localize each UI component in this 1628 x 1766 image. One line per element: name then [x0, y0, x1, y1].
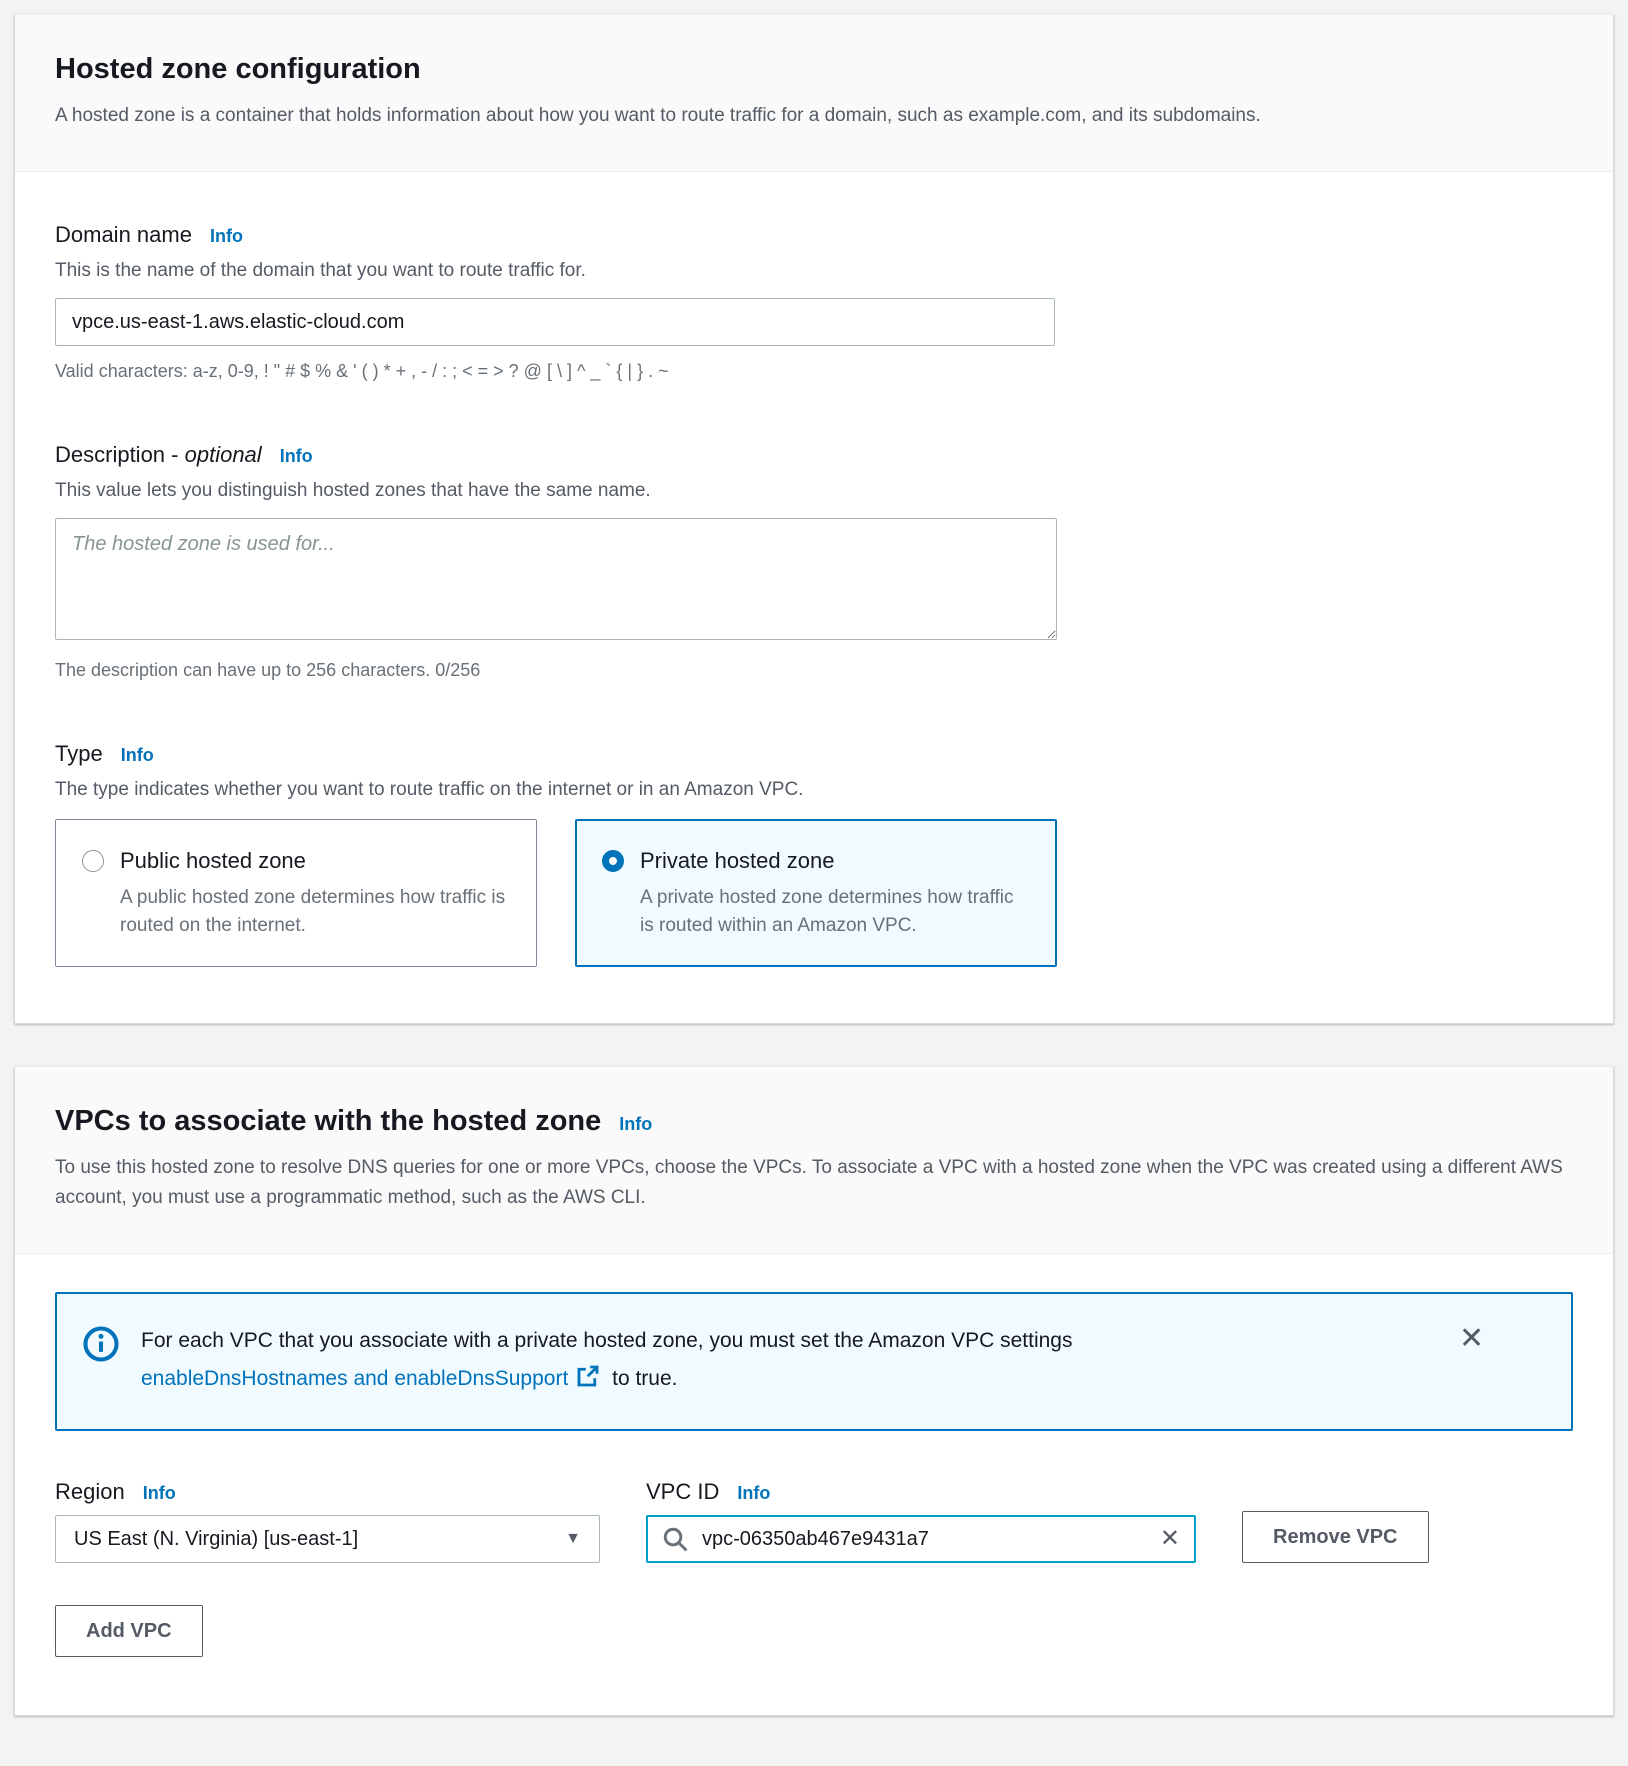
description-label: Description - optional [55, 442, 262, 467]
chevron-down-icon: ▼ [565, 1530, 581, 1547]
search-icon [662, 1526, 688, 1552]
description-optional-label: optional [184, 442, 262, 467]
vpcs-card-title: VPCs to associate with the hosted zone [55, 1105, 602, 1137]
external-link-icon [576, 1363, 600, 1401]
domain-name-constraint: Valid characters: a-z, 0-9, ! " # $ % & ' ( ) * + , - / : ; < = > ? @ [ \ ] ^ _ ` { | } . ~ [55, 361, 669, 381]
hosted-zone-configuration-header [15, 15, 1613, 172]
vpc-id-label: VPC ID [646, 1479, 720, 1504]
enable-dns-settings-link[interactable]: enableDnsHostnames and enableDnsSupport [141, 1367, 606, 1390]
type-hint: The type indicates whether you want to route traffic on the internet or in an Amazon VPC. [55, 779, 804, 800]
private-hosted-zone-option[interactable] [575, 819, 1057, 967]
vpcs-card [14, 1066, 1614, 1716]
vpcs-card-body [15, 1254, 1613, 1715]
private-hosted-zone-title: Private hosted zone [640, 848, 835, 873]
vpc-id-input[interactable] [700, 1527, 1148, 1552]
vpc-settings-alert-text: For each VPC that you associate with a private hosted zone, you must set the Amazon VPC settings enableDnsHostnames and enableDnsSupport to true. [141, 1322, 1431, 1401]
hosted-zone-configuration-title: Hosted zone configuration [55, 53, 421, 85]
type-label: Type [55, 741, 103, 766]
domain-name-label: Domain name [55, 222, 192, 247]
description-constraint: The description can have up to 256 characters. 0/256 [55, 660, 481, 680]
vpc-id-info-link[interactable]: Info [737, 1483, 771, 1503]
vpc-id-column [646, 1477, 1196, 1563]
region-label: Region [55, 1479, 125, 1504]
type-field [55, 739, 1573, 967]
hosted-zone-configuration-description: A hosted zone is a container that holds information about how you want to route traffic for a domain, such as example.com, and its subdomains. [55, 105, 1261, 126]
description-textarea[interactable] [55, 518, 1057, 640]
vpc-settings-info-alert [55, 1292, 1573, 1431]
type-radio-group [55, 819, 1573, 967]
public-hosted-zone-radio[interactable] [82, 850, 104, 872]
region-column [55, 1477, 600, 1563]
vpc-association-row [55, 1477, 1573, 1563]
description-hint: This value lets you distinguish hosted zones that have the same name. [55, 480, 651, 501]
vpcs-info-link[interactable]: Info [619, 1114, 653, 1134]
private-hosted-zone-description: A private hosted zone determines how traffic is routed within an Amazon VPC. [640, 887, 1014, 936]
description-field [55, 440, 1573, 683]
domain-name-input[interactable] [55, 298, 1055, 346]
public-hosted-zone-title: Public hosted zone [120, 848, 306, 873]
add-vpc-button[interactable]: Add VPC [55, 1605, 203, 1657]
region-info-link[interactable]: Info [142, 1483, 176, 1503]
type-info-link[interactable]: Info [120, 745, 154, 765]
vpc-id-search [646, 1515, 1196, 1563]
hosted-zone-configuration-card [14, 14, 1614, 1024]
description-info-link[interactable]: Info [279, 446, 313, 466]
region-select[interactable] [55, 1515, 600, 1563]
domain-name-hint: This is the name of the domain that you want to route traffic for. [55, 260, 586, 281]
vpcs-card-header [15, 1067, 1613, 1254]
domain-name-field [55, 220, 1573, 384]
domain-name-info-link[interactable]: Info [209, 226, 243, 246]
public-hosted-zone-description: A public hosted zone determines how traffic is routed on the internet. [120, 887, 506, 936]
public-hosted-zone-option[interactable] [55, 819, 537, 967]
private-hosted-zone-radio[interactable] [602, 850, 624, 872]
remove-vpc-button[interactable]: Remove VPC [1242, 1511, 1429, 1563]
close-icon[interactable]: ✕ [1459, 1322, 1485, 1355]
hosted-zone-configuration-body [15, 172, 1613, 1023]
region-select-value: US East (N. Virginia) [us-east-1] [74, 1527, 359, 1550]
clear-icon[interactable]: ✕ [1159, 1525, 1180, 1552]
vpcs-card-description: To use this hosted zone to resolve DNS queries for one or more VPCs, choose the VPCs. To associate a VPC with a hosted zone when the VPC was created using a different AWS account, you must use a programmatic method, such as the AWS CLI. [55, 1157, 1563, 1208]
remove-vpc-column [1242, 1477, 1429, 1563]
info-circle-icon [83, 1326, 119, 1367]
